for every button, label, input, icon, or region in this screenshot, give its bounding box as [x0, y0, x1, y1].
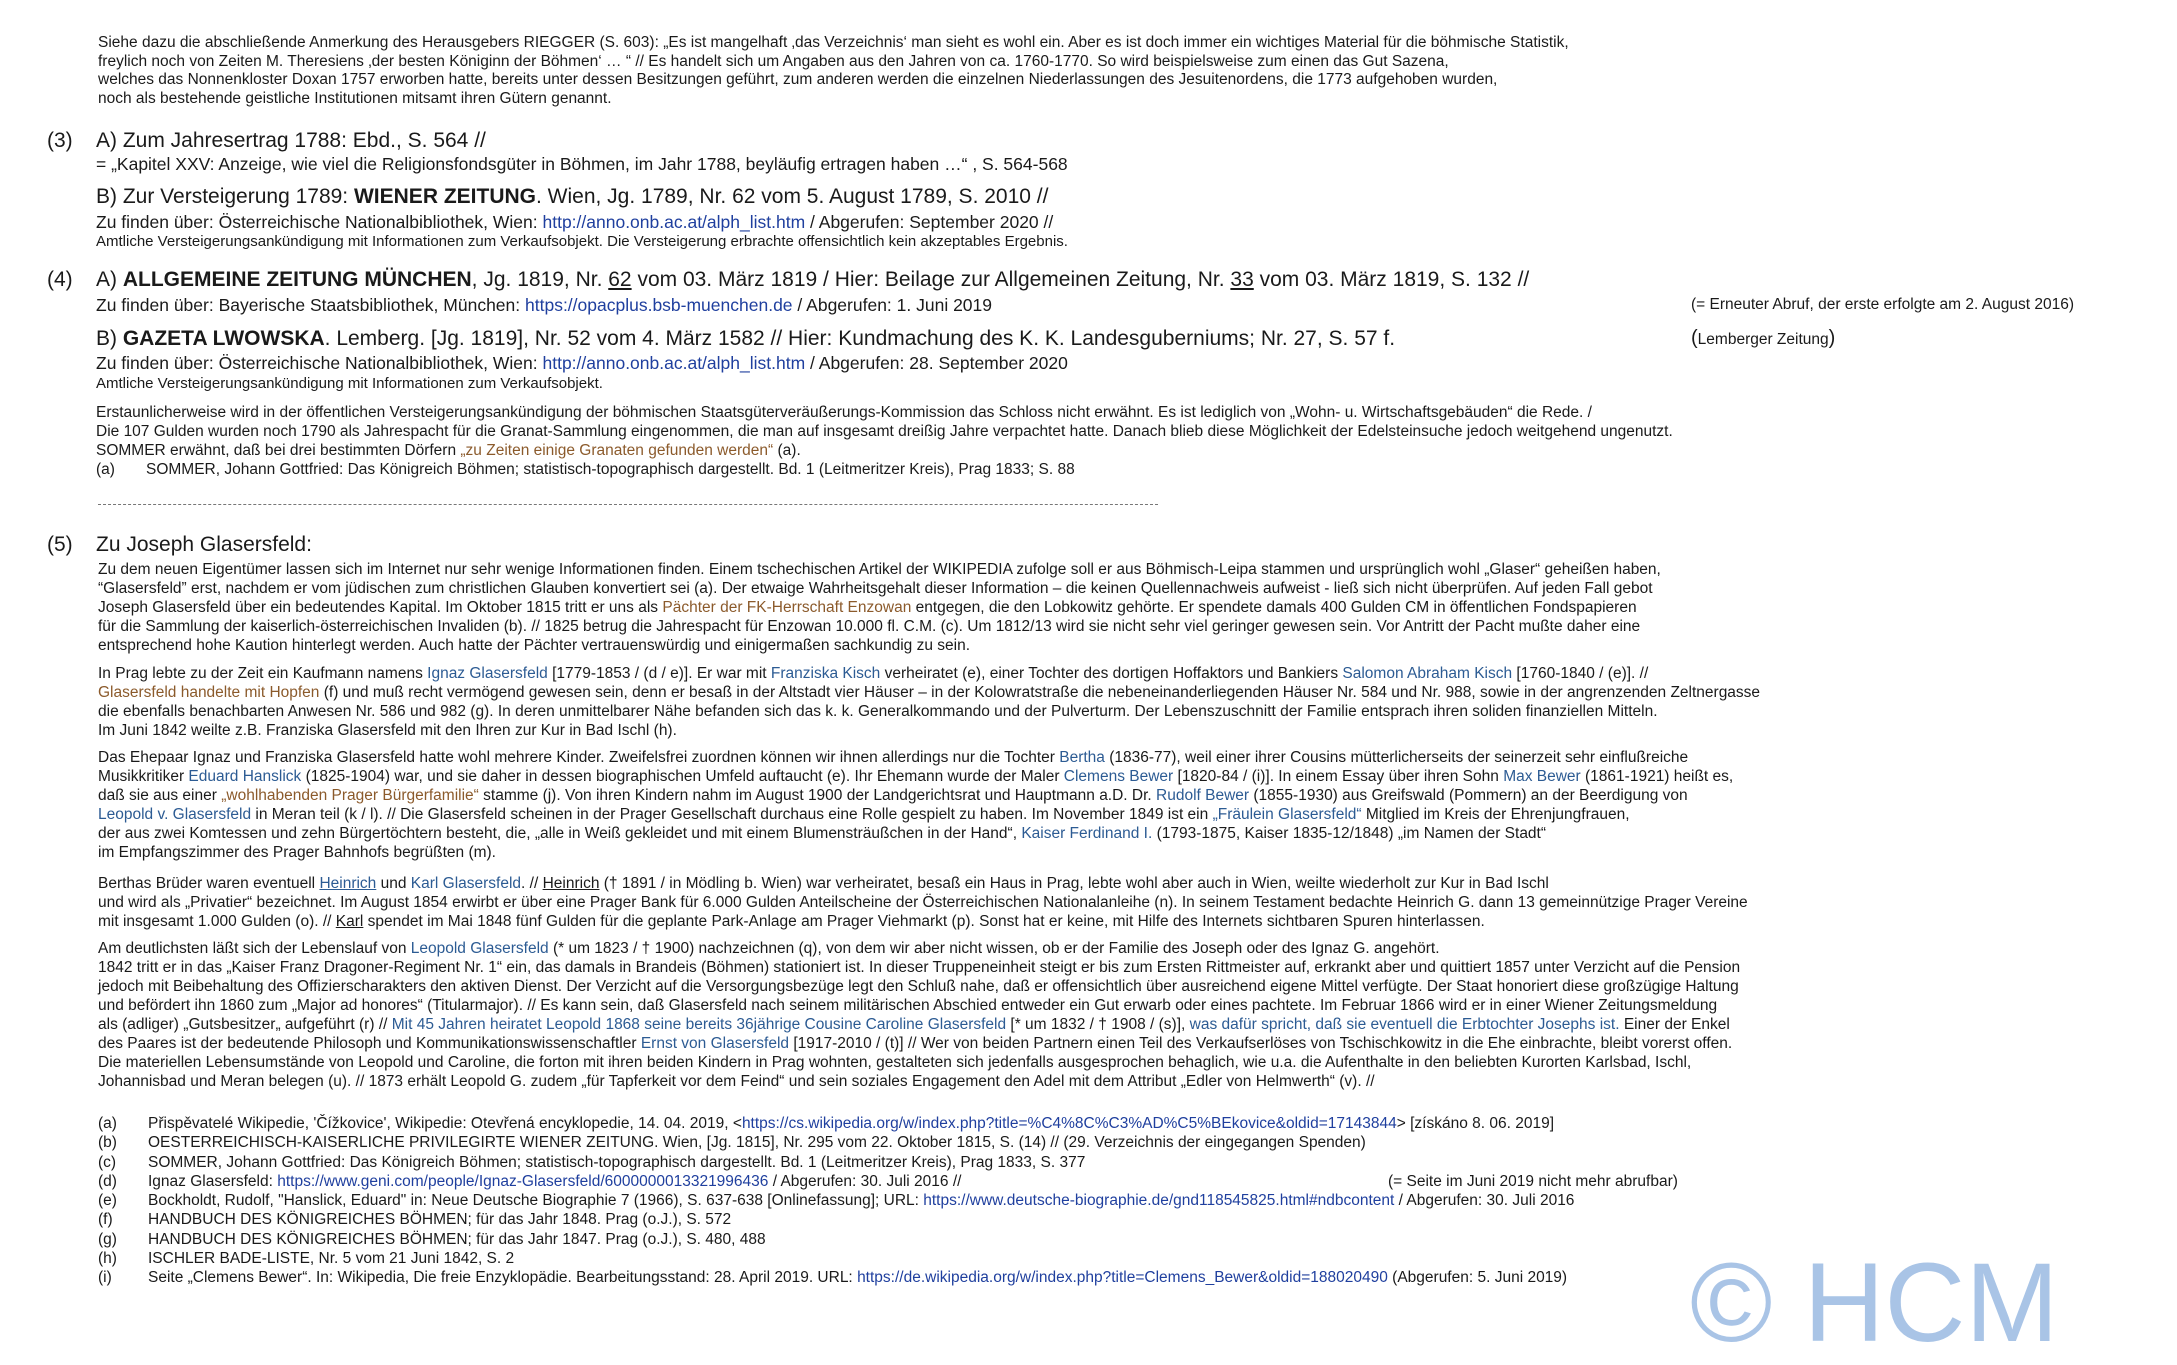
- section-number: (3): [47, 129, 73, 152]
- reference-link[interactable]: https://www.geni.com/people/Ignaz-Glasersfeld/6000000013321996436: [277, 1172, 769, 1190]
- document-page: Siehe dazu die abschließende Anmerkung des Herausgebers RIEGGER (S. 603): „Es ist mangelhaft ‚das Verzeichnis‘ man sieht es wohl ein. Aber es ist doch immer ein wichtiges Material für die böhmische Statistik, freylich noch von Zeiten M. Theresiens ‚der besten Königinn der Böhmen‘ … “ // Es handelt sich um Angaben aus den Jahren von ca. 1760-1770. So wird beispielsweise zum einen das Gut Sazena, welches das Nonnenkloster Doxan 1757 erworben hatte, bereits unter dessen Besitzungen geführt, zum anderen werden die einzelnen Niederlassungen des Jesuitenordens, die 1773 aufgehoben wurden, noch als bestehende geistliche Institutionen mitsamt ihren Gütern genannt. (3) A) Zum Jahresertrag 1788: Ebd., S. 564 // = „Kapitel XXV: Anzeige, wie viel die Religionsfondsgüter in Böhmen, im Jahr 1788, beyläufig ertragen haben …“ , S. 564-568 B) Zur Versteigerung 1789: WIENER ZEITUNG. Wien, Jg. 1789, Nr. 62 vom 5. August 1789, S. 2010 // Zu finden über: Österreichische Nationalbibliothek, Wien: http://anno.onb.ac.at/alph_list.htm / Abgerufen: September 2020 // Amtliche Versteigerungsankündigung mit Informationen zum Verkaufsobjekt. Die Versteigerung erbrachte offensichtlich kein akzeptables Ergebnis. (4) A) ALLGEMEINE ZEITUNG MÜNCHEN, Jg. 1819, Nr. 62 vom 03. März 1819 / Hier: Beilage zur Allgemeinen Zeitung, Nr. 33 vom 03. März 1819, S. 132 // Zu finden über: Bayerische Staatsbibliothek, München: https://opacplus.bsb-muenchen.de / Abgerufen: 1. Juni 2019 (= Erneuter Abruf, der erste erfolgte am 2. August 2016) B) GAZETA LWOWSKA. Lemberg. [Jg. 1819], Nr. 52 vom 4. März 1582 // Hier: Kundmachung des K. K. Landesguberniums; Nr. 27, S. 57 f. (Lemberger Zeitung) Zu finden über: Österreichische Nationalbibliothek, Wien: http://anno.onb.ac.at/alph_list.htm / Abgerufen: 28. September 2020 Amtliche Versteigerungsankündigung mit Informationen zum Verkaufsobjekt. Erstaunlicherweise wird in der öffentlichen Versteigerungsankündigung der böhmischen Staatsgüterveräußerungs-Kommission das Schloss nicht erwähnt. Es ist lediglich von „Wohn- u. Wirtschaftsgebäuden“ die Rede. / Die 107 Gulden wurden noch 1790 als Jahrespacht für die Granat-Sammlung eingenommen, die man auf insgesamt dreißig Jahre verpachtet hatte. Danach blieb diese Möglichkeit der Edelsteinsuche jedoch weitgehend ungenutzt. SOMMER erwähnt, daß bei drei bestimmten Dörfern „zu Zeiten einige Granaten gefunden werden“ (a). (a) SOMMER, Johann Gottfried: Das Königreich Böhmen; statistisch-topographisch dargestellt. Bd. 1 (Leitmeritzer Kreis), Prag 1833; S. 88 (5) Zu Joseph Glasersfeld: Zu dem neuen Eigentümer lassen sich im Internet nur sehr wenige Informationen finden. Einem tschechischen Artikel der WIKIPEDIA zufolge soll er aus Böhmisch-Leipa stammen und ursprünglich wohl „Glaser“ geheißen haben, “Glasersfeld” erst, nachdem er vom jüdischen zum christlichen Glauben konvertiert sei (a). Der etwaige Wahrheitsgehalt dieser Information – die keinen Quellennachweis aufweist - ließ sich nicht überprüfen. Auf jeden Fall gebot Joseph Glasersfeld über ein bedeutendes Kapital. Im Oktober 1815 tritt er uns als Pächter der FK-Herrschaft Enzowan entgegen, die den Lobkowitz gehörte. Er spendete damals 400 Gulden CM in öffentlichen Fondspapieren für die Sammlung der kaiserlich-österreichischen Invaliden (b). // 1825 betrug die Jahrespacht für Enzowan 10.000 fl. C.M. (c). Um 1812/13 wird sie nicht sehr viel geringer gewesen sein. Vor Antritt der Pacht mußte daher eine entsprechend hohe Kaution hinterlegt werden. Auch hatte der Pächter vertrauenswürdig und einigermaßen sachkundig zu sein. In Prag lebte zu der Zeit ein Kaufmann namens Ignaz Glasersfeld [1779-1853 / (d / e)]. Er war mit Franziska Kisch verheiratet (e), einer Tochter des dortigen Hoffaktors und Bankiers Salomon Abraham Kisch [1760-1840 / (e)]. // Glasersfeld handelte mit Hopfen (f) und muß recht vermögend gewesen sein, denn er besaß in der Altstadt vier Häuser – in der Kolowratstraße die nebeneinanderliegenden Häuser Nr. 584 und Nr. 988, sowie in der angrenzenden Zeltnergasse die ebenfalls benachbarten Anwesen Nr. 586 und 982 (g). In deren unmittelbarer Nähe befanden sich das k. k. Generalkommando und der Pulverturm. Der Lebenszuschnitt der Familie entsprach ihren soliden finanziellen Mitteln. Im Juni 1842 weilte z.B. Franziska Glasersfeld mit den Ihren zur Kur in Bad Ischl (h). Das Ehepaar Ignaz und Franziska Glasersfeld hatte wohl mehrere Kinder. Zweifelsfrei zuordnen können wir ihnen allerdings nur die Tochter Bertha (1836-77), weil einer ihrer Cousins mütterlicherseits der seinerzeit sehr einflußreiche Musikkritiker Eduard Hanslick (1825-1904) war, und sie daher in dessen biographischen Umfeld auftaucht (e). Ihr Ehemann wurde der Maler Clemens Bewer [1820-84 / (i)]. In einem Essay über ihren Sohn Max Bewer (1861-1921) heißt es, daß sie aus einer „wohlhabenden Prager Bürgerfamilie“ stamme (j). Von ihren Kindern nahm im August 1900 der Landgerichtsrat und Hauptmann a.D. Dr. Rudolf Bewer (1855-1930) aus Greifswald (Pommern) an der Beerdigung von Leopold v. Glasersfeld in Meran teil (k / l). // Die Glasersfeld scheinen in der Prager Gesellschaft durchaus eine Rolle gespielt zu haben. Im November 1849 ist ein „Fräulein Glasersfeld“ Mitglied im Kreis der Ehrenjungfrauen, der aus zwei Komtessen und zehn Bürgertöchtern besteht, die, „alle in Weiß gekleidet und mit einem Blumensträußchen in der Hand“, Kaiser Ferdinand I. (1793-1875, Kaiser 1835-12/1848) „im Namen der Stadt“ im Empfangszimmer des Prager Bahnhofs begrüßten (m). Berthas Brüder waren eventuell Heinrich und Karl Glasersfeld. // Heinrich († 1891 / in Mödling b. Wien) war verheiratet, besaß ein Haus in Prag, lebte wohl aber auch in Wien, weilte wiederholt zur Kur in Bad Ischl und wird als „Privatier“ bezeichnet. Im August 1854 erwirbt er über eine Prager Bank für 6.000 Gulden Anteilscheine der Österreichischen Nationalanleihe (n). In seinem Testament bedachte Heinrich G. dann 13 gemeinnützige Prager Vereine mit insgesamt 1.000 Gulden (o). // Karl spendet im Mai 1848 fünf Gulden für die geplante Park-Anlage am Prager Viehmarkt (p). Sonst hat er keine, mit Hilfe des Internets sichtbaren Spuren hinterlassen. Am deutlichsten läßt sich der Lebenslauf von Leopold Glasersfeld (* um 1823 / † 1900) nachzeichnen (q), von dem wir aber nicht wissen, ob er der Familie des Joseph oder des Ignaz G. angehört. 1842 tritt er in das „Kaiser Franz Dragoner-Regiment Nr. 1“ ein, das damals in Brandeis (Böhmen) stationiert ist. In dieser Truppeneinheit steigt er bis zum Ersten Rittmeister auf, erkrankt aber und quittiert 1857 unter Verzicht auf die Pension jedoch mit Beibehaltung des Offizierscharakters den aktiven Dienst. Der Verzicht auf die Versorgungsbezüge legt den Schluß nahe, daß er offensichtlich über ausreichend eigene Mittel verfügte. Der Staat honoriert diese großzügige Haltung und befördert ihn 1860 zum „Major ad honores“ (Titularmajor). // Es kann sein, daß Glasersfeld nach seinem militärischen Abschied entweder ein Gut erwarb oder eines pachtete. Im Februar 1866 wird er in einer Wiener Zeitungsmeldung als (adliger) „Gutsbesitzer„ aufgeführt (r) // Mit 45 Jahren heiratet Leopold 1868 seine bereits 36jährige Cousine Caroline Glasersfeld [* um 1832 / † 1908 / (s)], was dafür spricht, daß sie eventuell die Erbtochter Josephs ist. Einer der Enkel des Paares ist der bedeutende Philosoph und Kommunikationswissenschaftler Ernst von Glasersfeld [1917-2010 / (t)] // Wer von beiden Partnern einen Teil des Verkaufserlöses von Tschischkowitz in die Ehe einbrachte, bleibt vorerst offen. Die materiellen Lebensumstände von Leopold und Caroline, die forton mit ihren beiden Kindern in Prag wohnten, gestalteten sich jedenfalls ausgesprochen behaglich, wie u.a. die Aufenthalte in den beliebten Kurorten Karlsbad, Ischl, Johannisbad und Meran belegen (u). // 1873 erhält Leopold G. zudem „für Tapferkeit vor dem Feind“ und sein soziales Engagement den Adel mit dem Attribut „Edler von Helmwerth“ (v). // (a) Přispěvatelé Wikipedie, 'Čížkovice', Wikipedie: Otevřená encyklopedie, 14. 04. 2019, <https://cs.wikipedia.org/w/index.php?title=%C4%8C%C3%AD%C5%BEkovice&oldid=17143844> [získáno 8. 06. 2019] (b) OESTERREICHISCH-KAISERLICHE PRIVILEGIRTE WIENER ZEITUNG. Wien, [Jg. 1815], Nr. 295 vom 22. Oktober 1815, S. (14) // (29. Verzeichnis der eingegangen Spenden) (c) SOMMER, Johann Gottfried: Das Königreich Böhmen; statistisch-topographisch dargestellt. Bd. 1 (Leitmeritzer Kreis), Prag 1833, S. 377 (d) Ignaz Glasersfeld: https://www.geni.com/people/Ignaz-Glasersfeld/6000000013321996436 / Abgerufen: 30. Juli 2016 // (= Seite im Juni 2019 nicht mehr abrufbar) (e) Bockholdt, Rudolf, "Hanslick, Eduard" in: Neue Deutsche Biographie 7 (1966), S. 637-638 [Onlinefassung]; URL: https://www.deutsche-biographie.de/gnd118545825.html#ndbcontent / Abgerufen: 30. Juli 2016 (f) HANDBUCH DES KÖNIGREICHES BÖHMEN; für das Jahr 1848. Prag (o.J.), S. 572 (g) HANDBUCH DES KÖNIGREICHES BÖHMEN; für das Jahr 1847. Prag (o.J.), S. 480, 488 (h) ISCHLER BADE-LISTE, Nr. 5 vom 21 Juni 1842, S. 2 (i) Seite „Clemens Bewer“. In: Wikipedia, Die freie Enzyklopädie. Bearbeitungsstand: 28. April 2019. URL: https://de.wikipedia.org/w/index.php?title=Clemens_Bewer&oldid=188020490 (Abgerufen: 5. Juni 2019) © HCM: [47, 34, 2074, 1365]
- reference-side-note: (= Seite im Juni 2019 nicht mehr abrufbar): [1388, 1172, 1678, 1190]
- intro-paragraph: [98, 34, 2058, 108]
- reference-link[interactable]: https://www.deutsche-biographie.de/gnd118545825.html#ndbcontent: [923, 1192, 1395, 1210]
- section-4a-side-note: (= Erneuter Abruf, der erste erfolgte am 2. August 2016): [1691, 296, 2074, 313]
- section-3a-subtitle: = „Kapitel XXV: Anzeige, wie viel die Religionsfondsgüter in Böhmen, im Jahr 1788, beyläufig ertragen haben …“ , S. 564-568: [96, 154, 1068, 174]
- paragraph-leopold: Am deutlichsten läßt sich der Lebenslauf von Leopold Glasersfeld (* um 1823 / † 1900) nachzeichnen (q), von dem wir aber nicht wissen, ob er der Familie des Joseph oder des Ignaz G. angehört. 1842 tritt er in das „Kaiser Franz Dragoner-Regiment Nr. 1“ ein, das damals in Brandeis (Böhmen) stationiert ist. In dieser Truppeneinheit steigt er bis zum Ersten Rittmeister auf, erkrankt aber und quittiert 1857 unter Verzicht auf die Pension jedoch mit Beibehaltung des Offizierscharakters den aktiven Dienst. Der Verzicht auf die Versorgungsbezüge legt den Schluß nahe, daß er offensichtlich über ausreichend eigene Mittel verfügte. Der Staat honoriert diese großzügige Haltung und befördert ihn 1860 zum „Major ad honores“ (Titularmajor). // Es kann sein, daß Glasersfeld nach seinem militärischen Abschied entweder ein Gut erwarb oder eines pachtete. Im Februar 1866 wird er in einer Wiener Zeitungsmeldung als (adliger) „Gutsbesitzer„ aufgeführt (r) // Mit 45 Jahren heiratet Leopold 1868 seine bereits 36jährige Cousine Caroline Glasersfeld [* um 1832 / † 1908 / (s)], was dafür spricht, daß sie eventuell die Erbtochter Josephs ist. Einer der Enkel des Paares ist der bedeutende Philosoph und Kommunikationswissenschaftler Ernst von Glasersfeld [1917-2010 / (t)] // Wer von beiden Partnern einen Teil des Verkaufserlöses von Tschischkowitz in die Ehe einbrachte, bleibt vorerst offen. Die materiellen Lebensumstände von Leopold und Caroline, die forton mit ihren beiden Kindern in Prag wohnten, gestalteten sich jedenfalls ausgesprochen behaglich, wie u.a. die Aufenthalte in den beliebten Kurorten Karlsbad, Ischl, Johannisbad und Meran belegen (u). // 1873 erhält Leopold G. zudem „für Tapferkeit vor dem Feind“ und sein soziales Engagement den Adel mit dem Attribut „Edler von Helmwerth“ (v). //: [98, 940, 1741, 1090]
- section-number: (4): [47, 268, 73, 291]
- section-3a-heading: A) Zum Jahresertrag 1788: Ebd., S. 564 //: [96, 129, 486, 152]
- onb-link[interactable]: http://anno.onb.ac.at/alph_list.htm: [542, 353, 806, 373]
- section-4-paragraph: Erstaunlicherweise wird in der öffentlichen Versteigerungsankündigung der böhmischen Staatsgüterveräußerungs-Kommission das Schloss nicht erwähnt. Es ist lediglich von „Wohn- u. Wirtschaftsgebäuden“ die Rede. / Die 107 Gulden wurden noch 1790 als Jahrespacht für die Granat-Sammlung eingenommen, die man auf insgesamt dreißig Jahre verpachtet hatte. Danach blieb diese Möglichkeit der Edelsteinsuche jedoch weitgehend ungenutzt. SOMMER erwähnt, daß bei drei bestimmten Dörfern „zu Zeiten einige Granaten gefunden werden“ (a). (a) SOMMER, Johann Gottfried: Das Königreich Böhmen; statistisch-topographisch dargestellt. Bd. 1 (Leitmeritzer Kreis), Prag 1833; S. 88: [96, 404, 1673, 478]
- section-4a-source: Zu finden über: Bayerische Staatsbibliothek, München: https://opacplus.bsb-muenchen.de / Abgerufen: 1. Juni 2019: [96, 295, 993, 315]
- intro-line: welches das Nonnenkloster Doxan 1757 erworben hatte, bereits unter dessen Besitzungen geführt, zum anderen werden die einzelnen Niederlassungen des Jesuitenordens, die 1773 aufgehoben wurden,: [98, 71, 1498, 88]
- paragraph-bertha: Das Ehepaar Ignaz und Franziska Glasersfeld hatte wohl mehrere Kinder. Zweifelsfrei zuordnen können wir ihnen allerdings nur die Tochter Bertha (1836-77), weil einer ihrer Cousins mütterlicherseits der seinerzeit sehr einflußreiche Musikkritiker Eduard Hanslick (1825-1904) war, und sie daher in dessen biographischen Umfeld auftaucht (e). Ihr Ehemann wurde der Maler Clemens Bewer [1820-84 / (i)]. In einem Essay über ihren Sohn Max Bewer (1861-1921) heißt es, daß sie aus einer „wohlhabenden Prager Bürgerfamilie“ stamme (j). Von ihren Kindern nahm im August 1900 der Landgerichtsrat und Hauptmann a.D. Dr. Rudolf Bewer (1855-1930) aus Greifswald (Pommern) an der Beerdigung von Leopold v. Glasersfeld in Meran teil (k / l). // Die Glasersfeld scheinen in der Prager Gesellschaft durchaus eine Rolle gespielt zu haben. Im November 1849 ist ein „Fräulein Glasersfeld“ Mitglied im Kreis der Ehrenjungfrauen, der aus zwei Komtessen und zehn Bürgertöchtern besteht, die, „alle in Weiß gekleidet und mit einem Blumensträußchen in der Hand“, Kaiser Ferdinand I. (1793-1875, Kaiser 1835-12/1848) „im Namen der Stadt“ im Empfangszimmer des Prager Bahnhofs begrüßten (m).: [98, 749, 1734, 861]
- section-5-heading: Zu Joseph Glasersfeld:: [96, 533, 312, 556]
- reference-link[interactable]: https://de.wikipedia.org/w/index.php?title=Clemens_Bewer&oldid=188020490: [857, 1269, 1388, 1287]
- section-3b-note: Amtliche Versteigerungsankündigung mit Informationen zum Verkaufsobjekt. Die Versteigerung erbrachte offensichtlich kein akzeptables Ergebnis.: [96, 233, 1068, 250]
- paragraph-ignaz: In Prag lebte zu der Zeit ein Kaufmann namens Ignaz Glasersfeld [1779-1853 / (d / e)]. Er war mit Franziska Kisch verheiratet (e), einer Tochter des dortigen Hoffaktors und Bankiers Salomon Abraham Kisch [1760-1840 / (e)]. // Glasersfeld handelte mit Hopfen (f) und muß recht vermögend gewesen sein, denn er besaß in der Altstadt vier Häuser – in der Kolowratstraße die nebeneinanderliegenden Häuser Nr. 584 und Nr. 988, sowie in der angrenzenden Zeltnergasse die ebenfalls benachbarten Anwesen Nr. 586 und 982 (g). In deren unmittelbarer Nähe befanden sich das k. k. Generalkommando und der Pulverturm. Der Lebenszuschnitt der Familie entsprach ihren soliden finanziellen Mitteln. Im Juni 1842 weilte z.B. Franziska Glasersfeld mit den Ihren zur Kur in Bad Ischl (h).: [98, 665, 1761, 739]
- reference-link[interactable]: https://cs.wikipedia.org/w/index.php?title=%C4%8C%C3%AD%C5%BEkovice&oldid=17143844: [741, 1115, 1397, 1132]
- separator: [98, 504, 1158, 505]
- onb-link[interactable]: http://anno.onb.ac.at/alph_list.htm: [542, 212, 806, 232]
- section-4b-note: Amtliche Versteigerungsankündigung mit Informationen zum Verkaufsobjekt.: [96, 375, 603, 392]
- paragraph-joseph: Zu dem neuen Eigentümer lassen sich im Internet nur sehr wenige Informationen finden. Einem tschechischen Artikel der WIKIPEDIA zufolge soll er aus Böhmisch-Leipa stammen und ursprünglich wohl „Glaser“ geheißen haben, “Glasersfeld” erst, nachdem er vom jüdischen zum christlichen Glauben konvertiert sei (a). Der etwaige Wahrheitsgehalt dieser Information – die keinen Quellennachweis aufweist - ließ sich nicht überprüfen. Auf jeden Fall gebot Joseph Glasersfeld über ein bedeutendes Kapital. Im Oktober 1815 tritt er uns als Pächter der FK-Herrschaft Enzowan entgegen, die den Lobkowitz gehörte. Er spendete damals 400 Gulden CM in öffentlichen Fondspapieren für die Sammlung der kaiserlich-österreichischen Invaliden (b). // 1825 betrug die Jahrespacht für Enzowan 10.000 fl. C.M. (c). Um 1812/13 wird sie nicht sehr viel geringer gewesen sein. Vor Antritt der Pacht mußte daher eine entsprechend hohe Kaution hinterlegt werden. Auch hatte der Pächter vertrauenswürdig und einigermaßen sachkundig zu sein.: [98, 561, 1661, 654]
- newspaper-title: ALLGEMEINE ZEITUNG MÜNCHEN: [122, 268, 472, 291]
- bsb-link[interactable]: https://opacplus.bsb-muenchen.de: [525, 295, 793, 315]
- intro-line: noch als bestehende geistliche Institutionen mitsamt ihren Gütern genannt.: [98, 89, 612, 107]
- section-4b-source: Zu finden über: Österreichische Nationalbibliothek, Wien: http://anno.onb.ac.at/alph_list.htm / Abgerufen: 28. September 2020: [96, 353, 1068, 373]
- section-number: (5): [47, 533, 73, 556]
- section-4b-side-note: (Lemberger Zeitung): [1691, 327, 1836, 349]
- copyright-watermark: © HCM: [1690, 1240, 2059, 1365]
- section-3b-heading: B) Zur Versteigerung 1789: WIENER ZEITUNG. Wien, Jg. 1789, Nr. 62 vom 5. August 1789, S. 2010 //: [96, 185, 1049, 208]
- section-4a-heading: A) ALLGEMEINE ZEITUNG MÜNCHEN, Jg. 1819, Nr. 62 vom 03. März 1819 / Hier: Beilage zur Allgemeinen Zeitung, Nr. 33 vom 03. März 1819, S. 132 //: [96, 268, 1530, 291]
- newspaper-title: WIENER ZEITUNG: [353, 185, 536, 208]
- intro-line: Siehe dazu die abschließende Anmerkung des Herausgebers RIEGGER (S. 603): „Es ist mangelhaft ‚das Verzeichnis‘ man sieht es wohl ein. Aber es ist doch immer ein wichtiges Material für die böhmische Statistik,: [98, 34, 1569, 51]
- reference-item: (a) SOMMER, Johann Gottfried: Das Königreich Böhmen; statistisch-topographisch dargestellt. Bd. 1 (Leitmeritzer Kreis), Prag 1833; S. 88: [96, 461, 1075, 478]
- newspaper-title: GAZETA LWOWSKA: [122, 327, 325, 350]
- paragraph-brothers: Berthas Brüder waren eventuell Heinrich und Karl Glasersfeld. // Heinrich († 1891 / in Mödling b. Wien) war verheiratet, besaß ein Haus in Prag, lebte wohl aber auch in Wien, weilte wiederholt zur Kur in Bad Ischl und wird als „Privatier“ bezeichnet. Im August 1854 erwirbt er über eine Prager Bank für 6.000 Gulden Anteilscheine der Österreichischen Nationalanleihe (n). In seinem Testament bedachte Heinrich G. dann 13 gemeinnützige Prager Vereine mit insgesamt 1.000 Gulden (o). // Karl spendet im Mai 1848 fünf Gulden für die geplante Park-Anlage am Prager Viehmarkt (p). Sonst hat er keine, mit Hilfe des Internets sichtbaren Spuren hinterlassen.: [98, 875, 1748, 930]
- intro-line: freylich noch von Zeiten M. Theresiens ‚der besten Königinn der Böhmen‘ … “ // Es handelt sich um Angaben aus den Jahren von ca. 1760-1770. So wird beispielsweise zum einen das Gut Sazena,: [98, 52, 1449, 70]
- section-3b-source: Zu finden über: Österreichische Nationalbibliothek, Wien: http://anno.onb.ac.at/alph_list.htm / Abgerufen: September 2020 //: [96, 212, 1054, 232]
- section-4b-heading: B) GAZETA LWOWSKA. Lemberg. [Jg. 1819], Nr. 52 vom 4. März 1582 // Hier: Kundmachung des K. K. Landesguberniums; Nr. 27, S. 57 f.: [96, 327, 1396, 350]
